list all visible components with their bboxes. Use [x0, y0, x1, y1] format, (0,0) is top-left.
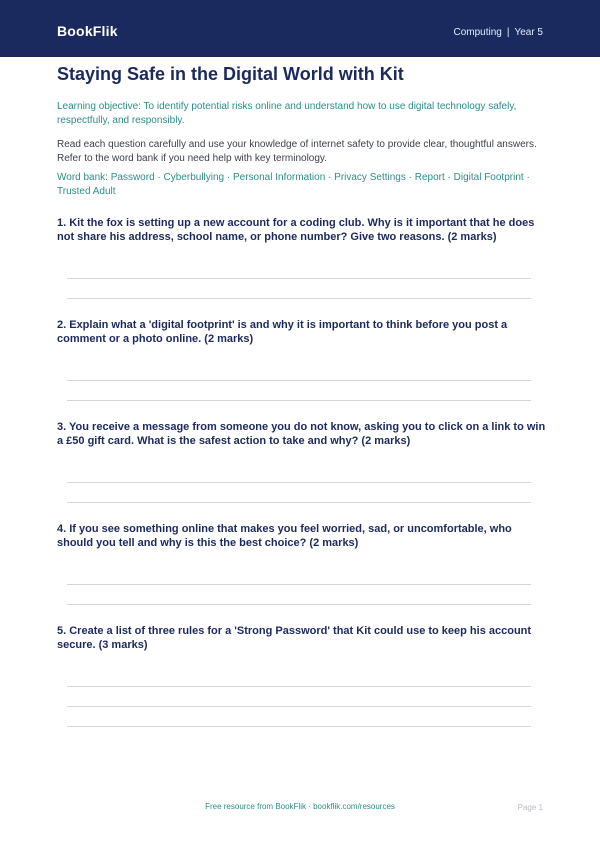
- answer-line[interactable]: [67, 686, 531, 687]
- question-4: 4. If you see something online that makes you feel worried, sad, or uncomfortable, who should you tell and why is this the best choice? (2 marks): [57, 523, 512, 549]
- question-1: 1. Kit the fox is setting up a new account for a coding club. Why is it important that he does not share his address, school name, or phone number? Give two reasons. (2 marks): [57, 217, 535, 243]
- answer-line[interactable]: [67, 726, 531, 727]
- separator: |: [506, 27, 510, 38]
- answer-line[interactable]: [67, 298, 531, 299]
- question-2: 2. Explain what a 'digital footprint' is and why it is important to think before you post a comment or a photo online. (2 marks): [57, 319, 508, 345]
- answer-line[interactable]: [67, 584, 531, 585]
- answer-line[interactable]: [67, 482, 531, 483]
- worksheet-title: Staying Safe in the Digital World with Kit: [57, 64, 404, 84]
- word-bank: Word bank: Password · Cyberbullying · Personal Information · Privacy Settings · Report · Digital Footprint · Trusted Adult: [57, 172, 530, 197]
- answer-line[interactable]: [67, 380, 531, 381]
- header-bar: [0, 0, 600, 57]
- subject-label: Computing: [453, 27, 502, 38]
- footer-resource-link[interactable]: Free resource from BookFlik · bookflik.com/resources: [205, 802, 395, 811]
- page-number: Page 1: [517, 803, 543, 812]
- question-5: 5. Create a list of three rules for a 'Strong Password' that Kit could use to keep his account secure. (3 marks): [57, 625, 532, 651]
- answer-line[interactable]: [67, 706, 531, 707]
- answer-line[interactable]: [67, 502, 531, 503]
- answer-line[interactable]: [67, 604, 531, 605]
- learning-objective: Learning objective: To identify potential risks online and understand how to use digital technology safely, respectfully, and responsibly.: [57, 101, 517, 126]
- answer-line[interactable]: [67, 400, 531, 401]
- answer-line[interactable]: [67, 278, 531, 279]
- brand-logo-text: BookFlik: [57, 23, 118, 39]
- instructions-text: Read each question carefully and use your knowledge of internet safety to provide clear, thoughtful answers. Refer to the word bank if you need help with key terminology.: [57, 139, 537, 164]
- question-3: 3. You receive a message from someone you do not know, asking you to click on a link to win a £50 gift card. What is the safest action to take and why? (2 marks): [57, 421, 546, 447]
- subject-year-label: [453, 27, 543, 38]
- year-label: Year 5: [514, 27, 543, 38]
